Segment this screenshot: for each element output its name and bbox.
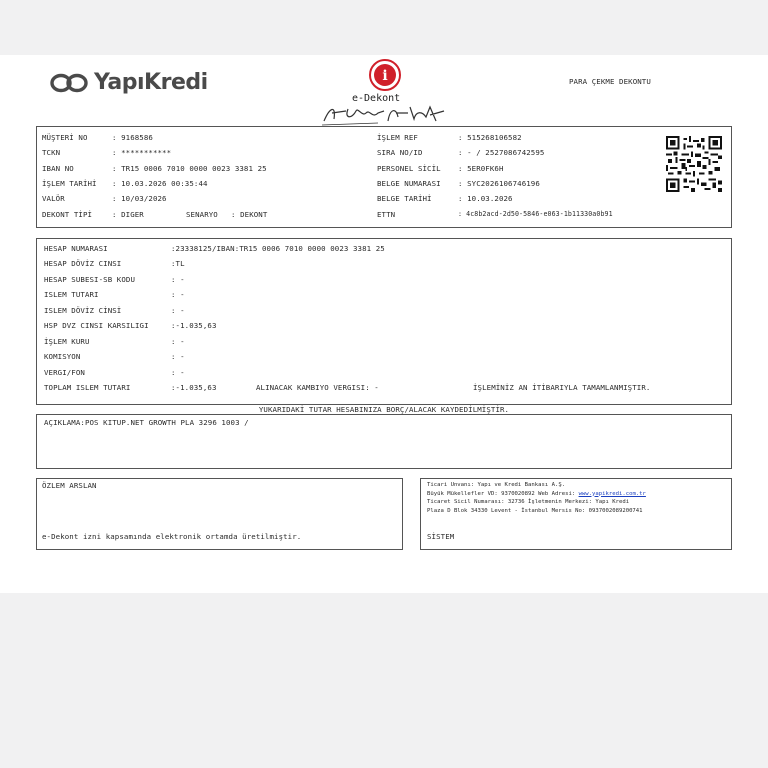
staff-id-label: PERSONEL SİCİL <box>377 164 441 173</box>
transaction-date-value: : 10.03.2026 00:35:44 <box>112 179 208 188</box>
sequence-no-value: : - / 2527086742595 <box>458 148 545 157</box>
tax-fund-value: : - <box>171 368 185 377</box>
customer-name: ÖZLEM ARSLAN <box>42 481 97 490</box>
svg-text:i: i <box>382 68 388 84</box>
branch-code-value: : - <box>171 275 185 284</box>
transaction-ref-value: : 515268106582 <box>458 133 522 142</box>
receipt-sheet <box>0 55 768 593</box>
signature-image <box>318 101 450 129</box>
exchange-rate-value: : - <box>171 337 185 346</box>
document-number-label: BELGE NUMARASI <box>377 179 441 188</box>
value-date-value: : 10/03/2026 <box>112 194 167 203</box>
value-date-label: VALÖR <box>42 194 65 203</box>
account-number-value: :23338125/IBAN:TR15 0006 7010 0000 0023 3381 25 <box>171 244 385 253</box>
exchange-tax-label: ALINACAK KAMBIYO VERGISI: - <box>256 383 379 392</box>
account-currency-value: :TL <box>171 259 185 268</box>
account-details-box <box>36 238 732 405</box>
description-box <box>36 414 732 469</box>
transaction-completed-note: İŞLEMİNİZ AN İTİBARIYLA TAMAMLANMIŞTIR. <box>473 383 651 392</box>
ettn-label: ETTN <box>377 210 396 219</box>
bank-info-box <box>420 478 732 550</box>
qr-code-icon <box>666 136 722 192</box>
account-currency-equivalent-value: :-1.035,63 <box>171 321 217 330</box>
bank-address-line: Plaza D Blok 34330 Levent - İstanbul Mersis No: 0937002089200741 <box>427 507 643 514</box>
account-number-label: HESAP NUMARASI <box>44 244 108 253</box>
account-currency-equivalent-label: HSP DVZ CINSI KARSILIGI <box>44 321 149 330</box>
customer-no-label: MÜŞTERİ NO <box>42 133 88 142</box>
account-currency-label: HESAP DÖVİZ CINSI <box>44 259 122 268</box>
branch-code-label: HESAP SUBESI-SB KODU <box>44 275 135 284</box>
scenario-value: : DEKONT <box>231 210 268 219</box>
total-amount-value: :-1.035,63 <box>171 383 217 392</box>
transaction-info-box <box>36 126 732 228</box>
tckn-value: : *********** <box>112 148 172 157</box>
system-label: SİSTEM <box>427 532 455 541</box>
receipt-type-label: DEKONT TİPİ <box>42 210 93 219</box>
electronic-generation-note: e-Dekont izni kapsamında elektronik ortamda üretilmiştir. <box>42 532 302 541</box>
transaction-ref-label: İŞLEM REF <box>377 133 418 142</box>
transaction-amount-value: : - <box>171 290 185 299</box>
total-amount-label: TOPLAM ISLEM TUTARI <box>44 383 131 392</box>
tckn-label: TCKN <box>42 148 61 157</box>
staff-id-value: : 5ER0FK6H <box>458 164 504 173</box>
document-type-title: PARA ÇEKME DEKONTU <box>569 77 651 86</box>
e-dekont-emblem-icon <box>368 58 402 92</box>
bank-legal-info <box>427 481 646 515</box>
e-dekont-title: e-Dekont <box>352 93 401 104</box>
bank-title-line: Ticari Unvanı: Yapı ve Kredi Bankası A.Ş. <box>427 482 566 488</box>
commission-value: : - <box>171 352 185 361</box>
commission-label: KOMISYON <box>44 352 81 361</box>
iban-value: : TR15 0006 7010 0000 0023 3381 25 <box>112 164 267 173</box>
document-date-label: BELGE TARİHİ <box>377 194 432 203</box>
bank-registry-line: Ticaret Sicil Numarası: 32736 İşletmenin Merkezi: Yapı Kredi <box>427 499 630 506</box>
yapikredi-logo-icon <box>50 72 90 94</box>
transaction-currency-label: ISLEM DÖVİZ CİNSİ <box>44 306 122 315</box>
scenario-label: SENARYO <box>186 210 218 219</box>
exchange-rate-label: İŞLEM KURU <box>44 337 90 346</box>
transaction-amount-label: ISLEM TUTARI <box>44 290 99 299</box>
iban-label: IBAN NO <box>42 164 74 173</box>
debit-note: YUKARIDAKİ TUTAR HESABINIZA BORÇ/ALACAK KAYDEDİLMİŞTİR. <box>258 405 510 414</box>
bank-website-link[interactable]: www.yapikredi.com.tr <box>578 490 646 497</box>
yapikredi-logo <box>50 70 208 95</box>
bank-tax-line <box>427 490 646 499</box>
tax-fund-label: VERGI/FON <box>44 368 85 377</box>
customer-box <box>36 478 403 550</box>
transaction-currency-value: : - <box>171 306 185 315</box>
ettn-value: : 4c8b2acd-2d50-5846-e063-1b11330a0b91 <box>458 210 613 218</box>
document-date-value: : 10.03.2026 <box>458 194 513 203</box>
customer-no-value: : 9168586 <box>112 133 153 142</box>
receipt-type-value: : DIGER <box>112 210 144 219</box>
bank-tax-text: Büyük Mükellefler VD: 9370020892 Web Adresi: <box>427 490 579 497</box>
logo-wordmark: YapıKredi <box>94 70 208 95</box>
description-text: AÇIKLAMA:POS KITUP.NET GROWTH PLA 3296 1003 / <box>44 418 249 427</box>
document-number-value: : SYC2026106746196 <box>458 179 540 188</box>
transaction-date-label: İŞLEM TARİHİ <box>42 179 97 188</box>
sequence-no-label: SIRA NO/ID <box>377 148 423 157</box>
